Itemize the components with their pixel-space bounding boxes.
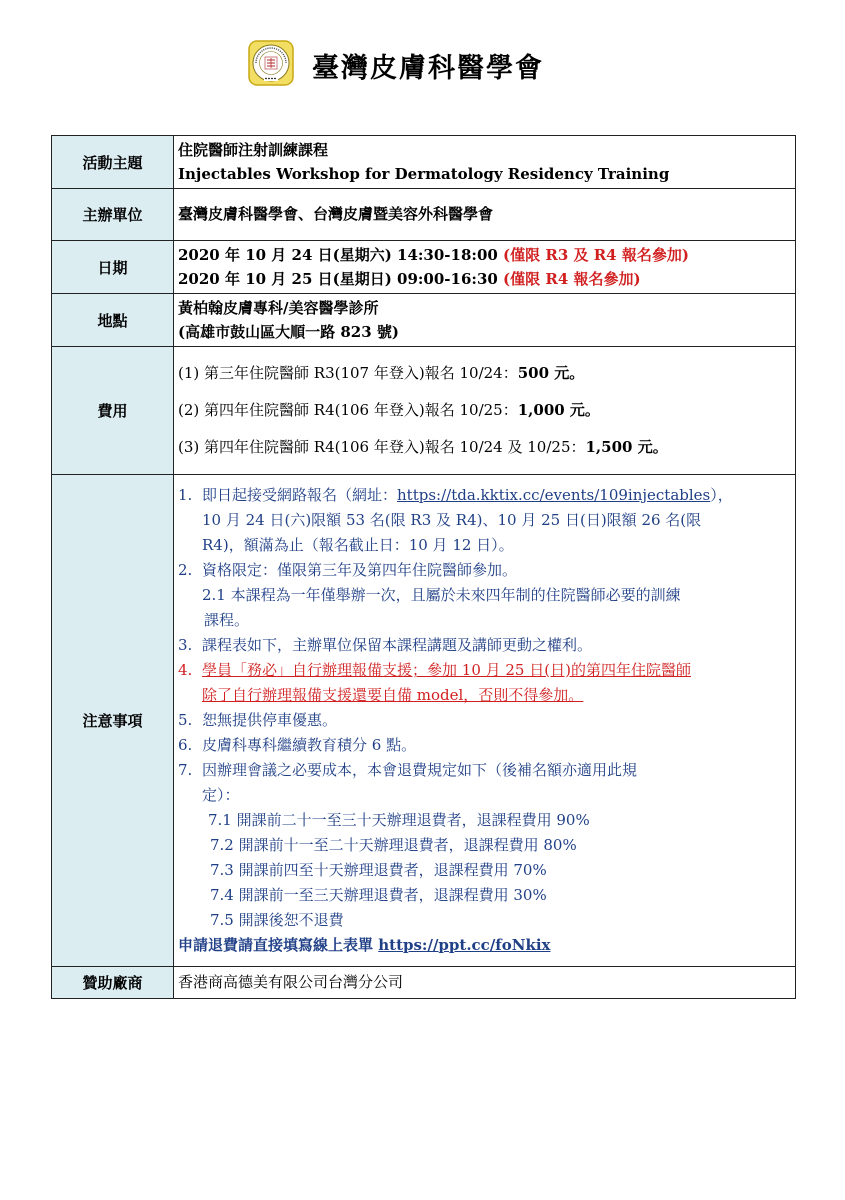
note-text: 因辦理會議之必要成本，本會退費規定如下（後補名額亦適用此規 — [202, 761, 638, 779]
fee-item — [178, 355, 795, 392]
note-number: 3. — [178, 636, 193, 654]
fee-item-text: (1) 第三年住院醫師 R3(107 年登入)報名 10/24： — [178, 364, 518, 382]
refund-form-link[interactable]: https://ppt.cc/foNkix — [378, 936, 551, 954]
date-1-restriction: (僅限 R3 及 R4 報名參加) — [503, 246, 689, 264]
refund-instruction-text: 申請退費請直接填寫線上表單 — [178, 936, 379, 954]
note-5 — [178, 708, 795, 733]
note-4-cont: 除了自行辦理報備支援還要自備 model，否則不得參加。 — [202, 686, 584, 704]
note-text: 課程表如下，主辦單位保留本課程講題及講師更動之權利。 — [202, 636, 593, 654]
date-line-1 — [178, 243, 795, 267]
location-value — [174, 294, 796, 347]
date-value — [174, 241, 796, 294]
sponsor-value: 香港商高德美有限公司台灣分公司 — [174, 967, 796, 999]
refund-rule-3: 7.3 開課前四至十天辦理退費者，退課程費用 70% — [210, 861, 547, 879]
note-number: 7. — [178, 761, 193, 779]
note-text: 恕無提供停車優惠。 — [202, 711, 338, 729]
association-logo-icon — [248, 40, 294, 86]
note-number: 1. — [178, 486, 193, 504]
refund-rule-2: 7.2 開課前十一至二十天辦理退費者，退課程費用 80% — [210, 836, 577, 854]
note-warning-text: 學員「務必」自行辦理報備支援；參加 10 月 25 日(日)的第四年住院醫師 — [202, 661, 691, 679]
note-text: 即日起接受網路報名（網址： — [202, 486, 398, 504]
refund-rule-1: 7.1 開課前二十一至三十天辦理退費者，退課程費用 90% — [208, 811, 590, 829]
topic-chinese: 住院醫師注射訓練課程 — [178, 141, 329, 159]
note-2-1-cont: 課程。 — [204, 611, 250, 629]
date-line-2 — [178, 267, 795, 291]
table-row-fee — [52, 347, 796, 475]
sponsor-label: 贊助廠商 — [52, 967, 174, 999]
note-1 — [178, 483, 795, 508]
topic-value — [174, 136, 796, 189]
fee-item-text: (3) 第四年住院醫師 R4(106 年登入)報名 10/24 及 10/25： — [178, 438, 586, 456]
fee-item-amount: 1,000 元。 — [517, 401, 600, 419]
date-label: 日期 — [52, 241, 174, 294]
fee-item-amount: 1,500 元。 — [585, 438, 668, 456]
refund-rule-4: 7.4 開課前一至三天辦理退費者，退課程費用 30% — [210, 886, 547, 904]
note-number: 6. — [178, 736, 193, 754]
registration-link[interactable]: https://tda.kktix.cc/events/109injectables — [397, 486, 711, 504]
organizer-value: 臺灣皮膚科醫學會、台灣皮膚暨美容外科醫學會 — [174, 189, 796, 241]
topic-label: 活動主題 — [52, 136, 174, 189]
note-7-cont: 定）： — [202, 786, 240, 804]
fee-item — [178, 429, 795, 466]
date-1-main: 2020 年 10 月 24 日(星期六) 14:30-18:00 — [178, 246, 504, 264]
notes-value — [174, 475, 796, 967]
organization-title: 臺灣皮膚科醫學會 — [312, 53, 544, 84]
fee-label: 費用 — [52, 347, 174, 475]
refund-rule-5: 7.5 開課後恕不退費 — [210, 911, 344, 929]
refund-instruction — [178, 933, 795, 958]
event-info-table — [51, 135, 796, 999]
note-1-cont: R4)，額滿為止（報名截止日：10 月 12 日）。 — [202, 536, 514, 554]
fee-item-amount: 500 元。 — [517, 364, 585, 382]
fee-item-text: (2) 第四年住院醫師 R4(106 年登入)報名 10/25： — [178, 401, 518, 419]
notes-label: 注意事項 — [52, 475, 174, 967]
note-number: 5. — [178, 711, 193, 729]
document-header — [0, 38, 845, 98]
organizer-label: 主辦單位 — [52, 189, 174, 241]
note-4 — [178, 658, 795, 683]
table-row-date — [52, 241, 796, 294]
table-row-location — [52, 294, 796, 347]
note-2-1: 2.1 本課程為一年僅舉辦一次，且屬於未來四年制的住院醫師必要的訓練 — [202, 586, 681, 604]
date-2-restriction: (僅限 R4 報名參加) — [503, 270, 641, 288]
note-2 — [178, 558, 795, 583]
note-text: 資格限定：僅限第三年及第四年住院醫師參加。 — [202, 561, 518, 579]
fee-value — [174, 347, 796, 475]
note-7 — [178, 758, 795, 783]
note-text: 皮膚科專科繼續教育積分 6 點。 — [202, 736, 417, 754]
note-3 — [178, 633, 795, 658]
table-row-organizer — [52, 189, 796, 241]
table-row-notes — [52, 475, 796, 967]
note-6 — [178, 733, 795, 758]
location-address: (高雄市鼓山區大順一路 823 號) — [178, 323, 399, 341]
date-2-main: 2020 年 10 月 25 日(星期日) 09:00-16:30 — [178, 270, 504, 288]
table-row-topic — [52, 136, 796, 189]
note-1-cont: 10 月 24 日(六)限額 53 名(限 R3 及 R4)、10 月 25 日(日)限額 26 名(限 — [202, 511, 702, 529]
location-name: 黃柏翰皮膚專科/美容醫學診所 — [178, 299, 379, 317]
location-label: 地點 — [52, 294, 174, 347]
note-text: ）， — [710, 486, 733, 504]
topic-english: Injectables Workshop for Dermatology Residency Training — [178, 165, 670, 183]
note-number: 2. — [178, 561, 193, 579]
note-number: 4. — [178, 661, 193, 679]
fee-item — [178, 392, 795, 429]
table-row-sponsor — [52, 967, 796, 999]
